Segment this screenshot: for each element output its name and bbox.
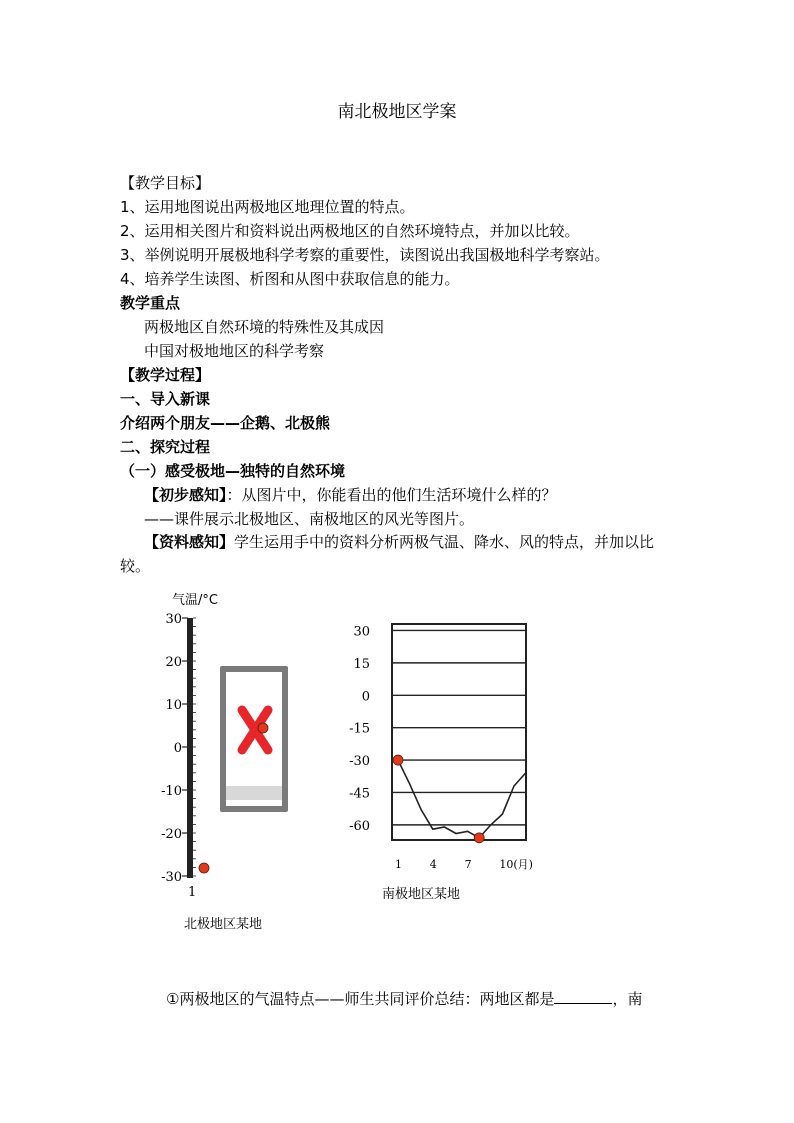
focus-item-2: 中国对极地地区的科学考察 <box>144 342 325 360</box>
antarctic-ytick-label: -15 <box>349 721 370 737</box>
arctic-ytick-label: 10 <box>165 698 182 713</box>
focus-item-1: 两极地区自然环境的特殊性及其成因 <box>144 318 385 336</box>
antarctic-ytick-label: 15 <box>353 656 370 672</box>
bottom-text-before: ①两极地区的气温特点——师生共同评价总结：两地区都是 <box>166 990 555 1008</box>
arctic-chart-title: 北极地区某地 <box>184 917 263 932</box>
arctic-marker-top <box>258 723 268 733</box>
step1-label: 【初步感知】 <box>144 486 227 504</box>
step1-text: ：从图片中，你能看出的他们生活环境什么样的？ <box>226 486 557 504</box>
antarctic-chart <box>330 612 550 908</box>
sub1-heading: （一）感受极地—独特的自然环境 <box>120 462 346 480</box>
page-title: 南北极地区学案 <box>337 102 457 122</box>
antarctic-marker-min <box>474 833 484 843</box>
step2-label: 【资料感知】 <box>144 533 235 551</box>
arctic-marker-bottom <box>199 863 209 873</box>
fill-in-blank[interactable] <box>554 989 612 1004</box>
objective-item-4: 4、培养学生读图、析图和从图中获取信息的能力。 <box>120 270 460 288</box>
section2-heading: 二、探究过程 <box>120 438 211 456</box>
arctic-ytick-label: -10 <box>161 784 182 799</box>
antarctic-ytick-label: -45 <box>349 786 370 802</box>
arctic-ytick-label: 30 <box>165 612 182 627</box>
antarctic-xtick-label: 1 <box>395 858 402 871</box>
step2-paragraph <box>120 530 680 578</box>
arctic-ytick-label: 0 <box>173 741 182 756</box>
objective-item-2: 2、运用相关图片和资料说出两极地区的自然环境特点，并加以比较。 <box>120 222 580 240</box>
antarctic-chart-title: 南极地区某地 <box>382 887 461 902</box>
antarctic-series-line <box>398 760 526 838</box>
step1-note: ——课件展示北极地区、南极地区的风光等图片。 <box>144 510 475 528</box>
process-heading: 【教学过程】 <box>120 366 211 384</box>
step2-text: 学生运用手中的资料分析两极气温、降水、风的特点，并加以比较。 <box>120 533 655 575</box>
arctic-axis-bar <box>187 618 193 878</box>
arctic-ytick-label: -20 <box>161 827 182 842</box>
objective-item-3: 3、举例说明开展极地科学考察的重要性，读图说出我国极地科学考察站。 <box>120 246 610 264</box>
antarctic-xtick-label: 7 <box>464 858 472 871</box>
antarctic-marker-start <box>393 755 403 765</box>
arctic-xtick-1: 1 <box>188 885 197 900</box>
arctic-ytick-label: 20 <box>165 655 182 670</box>
antarctic-ytick-label: -30 <box>349 754 370 770</box>
step1-line <box>144 484 557 506</box>
objectives-heading: 【教学目标】 <box>120 174 211 192</box>
objective-item-1: 1、运用地图说出两极地区地理位置的特点。 <box>120 198 415 216</box>
section1-heading: 一、导入新课 <box>120 390 211 408</box>
antarctic-xtick-label: 4 <box>429 858 437 871</box>
arctic-ylabel: 气温/°C <box>172 593 218 608</box>
bottom-text-after: ，南 <box>612 990 643 1008</box>
bottom-line <box>166 988 642 1010</box>
arctic-ytick-label: -30 <box>161 870 182 885</box>
antarctic-ytick-label: -60 <box>349 818 370 834</box>
section1-text: 介绍两个朋友——企鹅、北极熊 <box>120 414 331 432</box>
antarctic-ytick-label: 30 <box>353 624 370 640</box>
broken-image-icon <box>220 666 288 812</box>
arctic-chart <box>150 586 310 946</box>
antarctic-ytick-label: 0 <box>361 689 370 705</box>
antarctic-xtick-label: 10(月) <box>499 858 533 871</box>
focus-heading: 教学重点 <box>120 294 181 312</box>
